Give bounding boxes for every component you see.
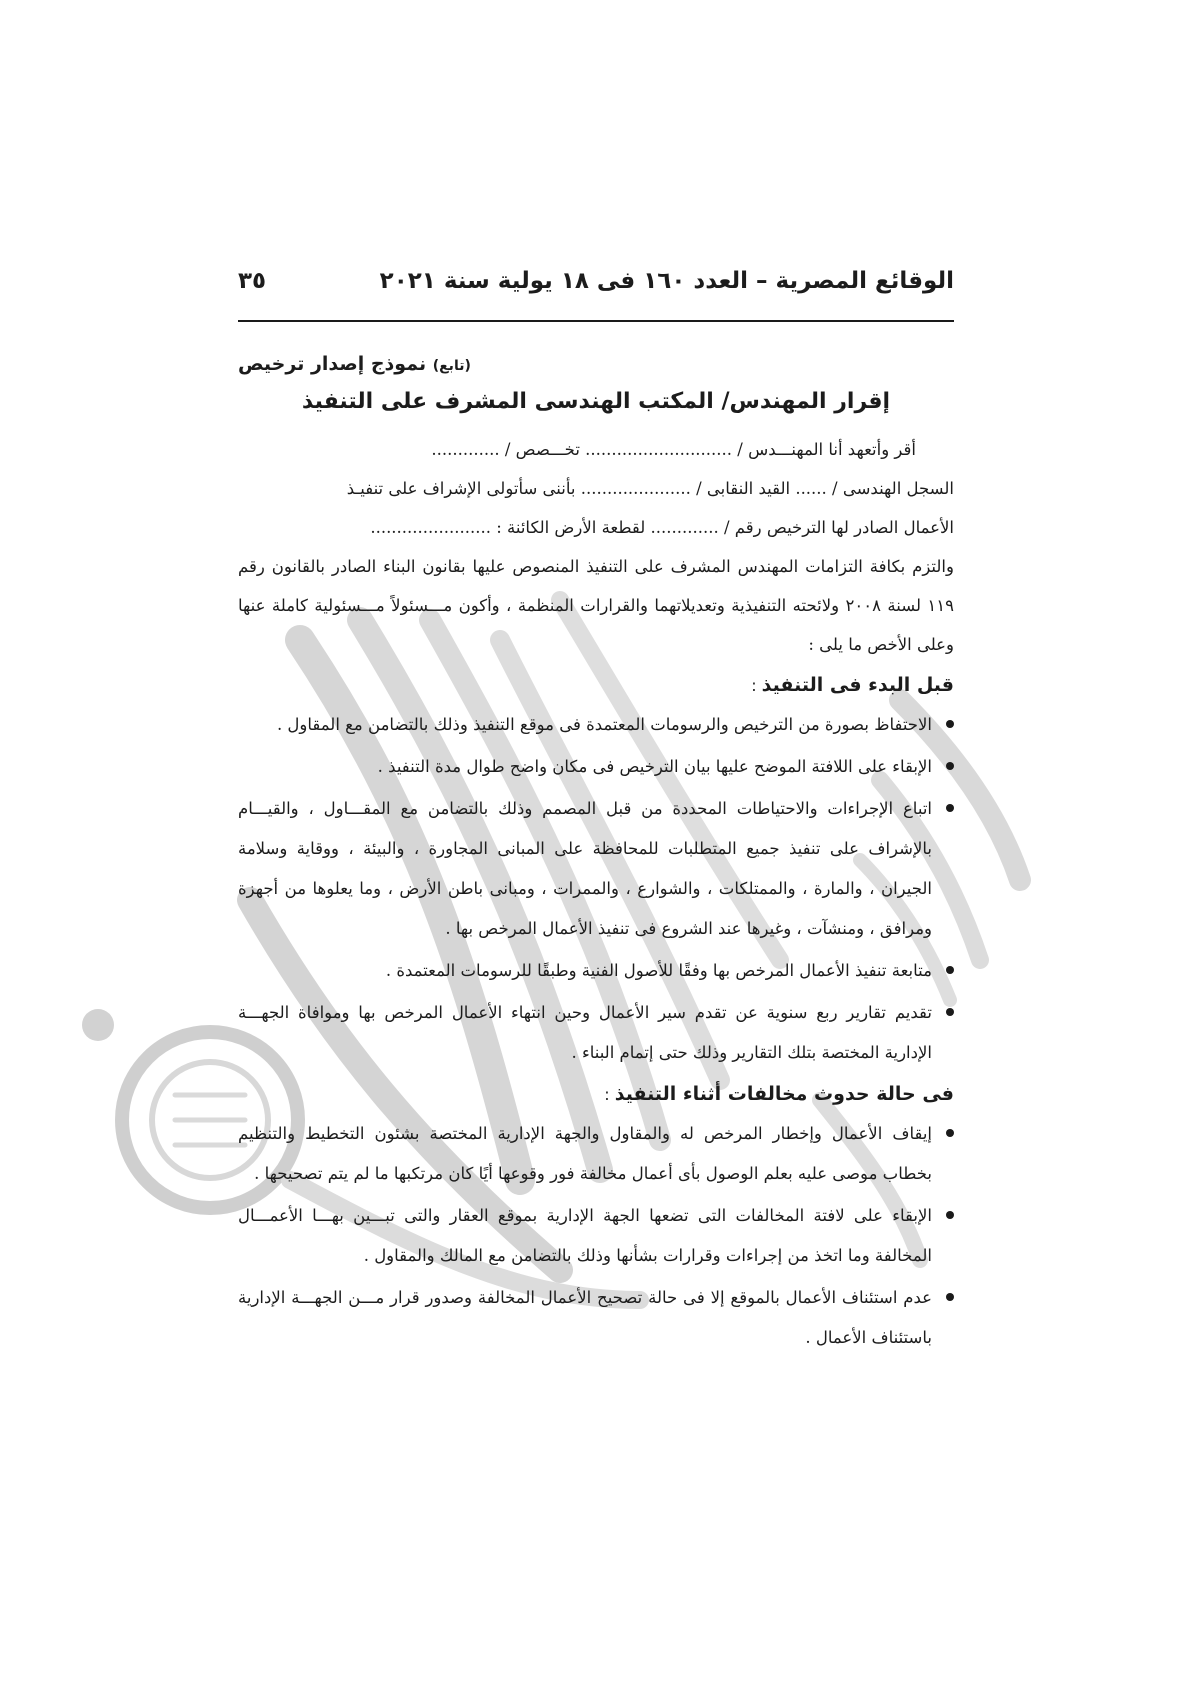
declaration-line-1: أقر وأتعهد أنا المهنـــدس / ............................ تخـــصص / ............. (431, 440, 916, 459)
bullet-icon (946, 1211, 954, 1219)
list-item (238, 1196, 954, 1276)
document-title: إقرار المهندس/ المكتب الهندسى المشرف على التنفيذ (301, 389, 891, 414)
declaration-line-2: السجل الهندسى / ...... القيد النقابى / ..................... بأننى سأتولى الإشراف على تنفيـذ (346, 479, 954, 498)
bullet-icon (946, 966, 954, 974)
list-item-text: اتباع الإجراءات والاحتياطات المحددة من قبل المصمم وذلك بالتضامن مع المقـــاول ، والقيـــام بالإشراف على تنفيذ جميع المتطلبات للمحافظة على المبانى المجاورة ، والبيئة ، ووقاية وسلامة الجيران ، والمارة ، والممتلكات ، والشوارع ، والممرات ، ومبانى باطن الأرض ، وما يعلوها من أجهزة ومرافق ، ومنشآت ، وغيرها عند الشروع فى تنفيذ الأعمال المرخص بها . (238, 799, 932, 938)
bullet-icon (946, 720, 954, 728)
page-header (238, 262, 954, 312)
declaration-line-3: الأعمال الصادر لها الترخيص رقم / ............. لقطعة الأرض الكائنة : ....................... (370, 518, 954, 537)
list-item-text: عدم استئناف الأعمال بالموقع إلا فى حالة تصحيح الأعمال المخالفة وصدور قرار مـــن الجهـــة الإدارية باستئناف الأعمال . (238, 1288, 932, 1347)
form-name: نموذج إصدار ترخيص (238, 353, 427, 375)
document-body (238, 350, 954, 1360)
header-title: الوقائع المصرية – العدد ١٦٠ فى ١٨ يولية سنة ٢٠٢١ (379, 268, 954, 294)
list-item-text: متابعة تنفيذ الأعمال المرخص بها وفقًا للأصول الفنية وطبقًا للرسومات المعتمدة . (385, 961, 932, 980)
declaration-paragraph: والتزم بكافة التزامات المهندس المشرف على التنفيذ المنصوص عليها بقانون البناء الصادر بالقانون رقم ١١٩ لسنة ٢٠٠٨ ولائحته التنفيذية وتعديلاتهما والقرارات المنظمة ، وأكون مـــسئولاً مـــسئولية كاملة عنها وعلى الأخص ما يلى : (238, 557, 955, 654)
header-divider (238, 320, 954, 322)
list-item-text: إيقاف الأعمال وإخطار المرخص له والمقاول والجهة الإدارية المختصة بشئون التخطيط والتنظيم بخطاب موصى عليه بعلم الوصول بأى أعمال مخالفة فور وقوعها أيًا كان مرتكبها ما لم يتم تصحيحها . (238, 1124, 932, 1183)
section-heading-text: قبل البدء فى التنفيذ (761, 674, 954, 696)
bullet-icon (946, 1293, 954, 1301)
bullet-icon (946, 804, 954, 812)
section-list-violations (238, 1114, 954, 1358)
list-item-text: الاحتفاظ بصورة من الترخيص والرسومات المعتمدة فى موقع التنفيذ وذلك بالتضامن مع المقاول . (276, 715, 932, 734)
list-item (238, 951, 954, 991)
section-list-before-execution (238, 705, 954, 1073)
list-item-text: الإبقاء على اللافتة الموضح عليها بيان الترخيص فى مكان واضح طوال مدة التنفيذ . (377, 757, 932, 776)
section-heading-text: فى حالة حدوث مخالفات أثناء التنفيذ (614, 1083, 954, 1105)
list-item (238, 747, 954, 787)
bullet-icon (946, 762, 954, 770)
list-item (238, 789, 954, 949)
section-heading-violations: فى حالة حدوث مخالفات أثناء التنفيذ : (604, 1083, 954, 1105)
page-number: ٣٥ (238, 268, 267, 294)
continued-prefix: (تابع) (432, 358, 471, 374)
list-item (238, 705, 954, 745)
list-item (238, 1114, 954, 1194)
list-item-text: الإبقاء على لافتة المخالفات التى تضعها الجهة الإدارية بموقع العقار والتى تبـــين بهـــا الأعمـــال المخالفة وما اتخذ من إجراءات وقرارات بشأنها وذلك بالتضامن مع المالك والمقاول . (238, 1206, 932, 1265)
bullet-icon (946, 1129, 954, 1137)
section-heading-before-execution: قبل البدء فى التنفيذ : (751, 674, 954, 696)
list-item (238, 993, 954, 1073)
list-item (238, 1278, 954, 1358)
continued-label (238, 350, 954, 378)
bullet-icon (946, 1008, 954, 1016)
list-item-text: تقديم تقارير ربع سنوية عن تقدم سير الأعمال وحين انتهاء الأعمال المرخص بها وموافاة الجهـــة الإدارية المختصة بتلك التقارير وذلك حتى إتمام البناء . (238, 1003, 932, 1062)
